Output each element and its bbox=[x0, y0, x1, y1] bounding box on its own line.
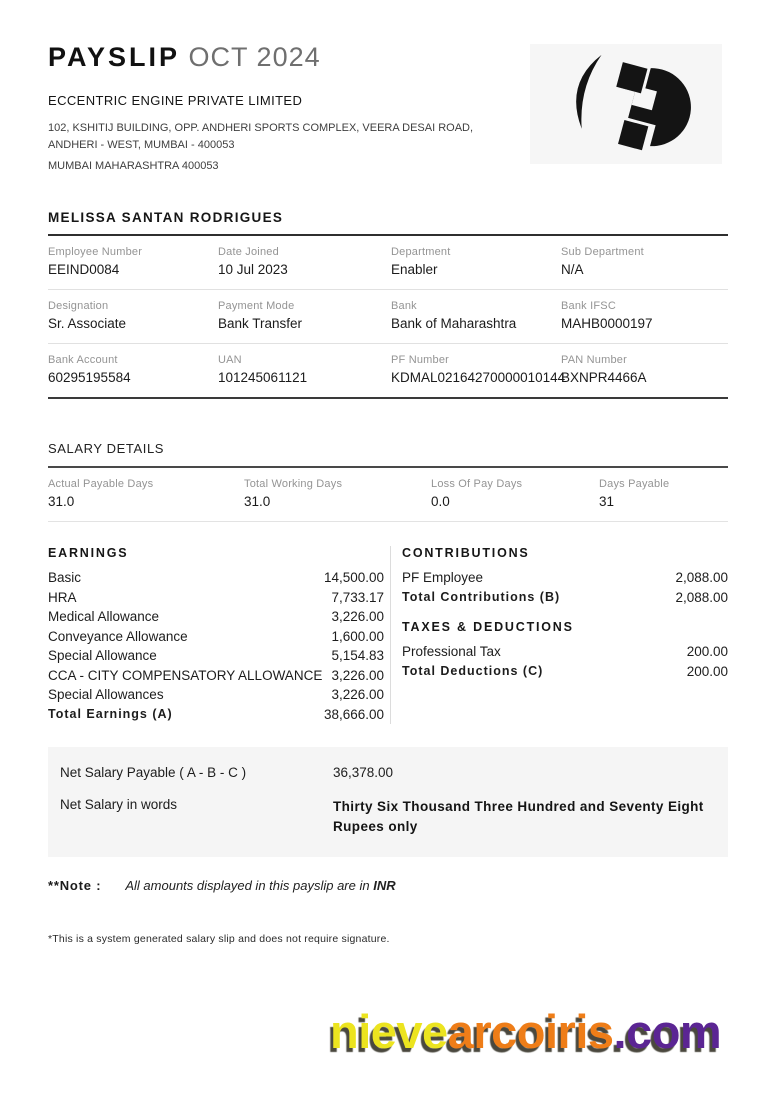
info-cell-bank-account bbox=[48, 354, 218, 385]
earning-label: Medical Allowance bbox=[48, 609, 160, 624]
net-salary-payable-amount: 36,378.00 bbox=[333, 765, 394, 780]
earning-label: HRA bbox=[48, 589, 77, 605]
note-currency: INR bbox=[373, 877, 396, 893]
total-earnings-row bbox=[48, 705, 384, 725]
contribution-label: PF Employee bbox=[402, 570, 484, 585]
field-label: Payment Mode bbox=[218, 300, 295, 312]
deduction-label: Professional Tax bbox=[402, 644, 501, 659]
earning-amount: 1,600.00 bbox=[331, 628, 384, 644]
employee-info-row bbox=[48, 289, 728, 343]
field-label: Days Payable bbox=[599, 478, 670, 490]
net-salary-words-value: Thirty Six Thousand Three Hundred and Seventy Eight Rupees only bbox=[333, 799, 704, 835]
info-cell-department bbox=[391, 246, 561, 277]
note-text bbox=[125, 878, 395, 893]
watermark-part-1: nieve bbox=[330, 1005, 448, 1058]
earnings-title: EARNINGS bbox=[48, 546, 129, 560]
system-generated-footnote: *This is a system generated salary slip and does not require signature. bbox=[48, 932, 390, 945]
earning-amount: 3,226.00 bbox=[331, 609, 384, 624]
field-label: PAN Number bbox=[561, 354, 627, 366]
payslip-period: OCT 2024 bbox=[180, 42, 321, 72]
employee-info-row bbox=[48, 236, 728, 289]
earning-label: Special Allowances bbox=[48, 687, 164, 702]
spacer bbox=[402, 607, 728, 620]
field-label: UAN bbox=[218, 354, 242, 366]
sd-cell-actual-payable-days bbox=[48, 478, 244, 509]
info-cell-sub-department bbox=[561, 246, 728, 277]
contributions-column bbox=[390, 546, 728, 724]
payslip-title-word: PAYSLIP bbox=[48, 42, 181, 72]
total-contributions-amount: 2,088.00 bbox=[675, 589, 728, 605]
net-salary-payable-label: Net Salary Payable ( A - B - C ) bbox=[60, 765, 247, 780]
earning-row bbox=[48, 568, 384, 588]
info-cell-employee-number bbox=[48, 246, 218, 277]
total-deductions-amount: 200.00 bbox=[686, 663, 728, 679]
sd-cell-days-payable bbox=[599, 478, 728, 509]
field-label: Loss Of Pay Days bbox=[431, 478, 523, 490]
company-name: ECCENTRIC ENGINE PRIVATE LIMITED bbox=[48, 93, 303, 108]
field-value: Bank Transfer bbox=[218, 316, 303, 331]
field-label: Sub Department bbox=[561, 246, 644, 258]
field-label: Date Joined bbox=[218, 246, 279, 258]
earning-row bbox=[48, 646, 384, 666]
deduction-row bbox=[402, 642, 728, 662]
field-label: Actual Payable Days bbox=[48, 478, 154, 490]
earning-label: Basic bbox=[48, 570, 82, 585]
total-deductions-row bbox=[402, 662, 728, 682]
company-logo-box bbox=[530, 44, 722, 164]
field-value: 31.0 bbox=[244, 494, 271, 509]
salary-details-title: SALARY DETAILS bbox=[48, 441, 728, 468]
field-value: 10 Jul 2023 bbox=[218, 262, 288, 277]
taxes-deductions-title: TAXES & DEDUCTIONS bbox=[402, 620, 574, 634]
field-value: 0.0 bbox=[431, 494, 450, 509]
watermark-part-3: .com bbox=[613, 1005, 722, 1058]
net-salary-box bbox=[48, 747, 728, 857]
field-value: EEIND0084 bbox=[48, 262, 120, 277]
field-label: PF Number bbox=[391, 354, 450, 366]
salary-details-row bbox=[48, 468, 728, 522]
field-value: 31.0 bbox=[48, 494, 75, 509]
total-contributions-row bbox=[402, 588, 728, 608]
sd-cell-total-working-days bbox=[244, 478, 431, 509]
info-cell-bank-ifsc bbox=[561, 300, 728, 331]
contribution-row bbox=[402, 568, 728, 588]
earning-amount: 3,226.00 bbox=[331, 667, 384, 683]
field-value: N/A bbox=[561, 262, 584, 277]
earning-amount: 5,154.83 bbox=[331, 648, 384, 663]
field-value: Sr. Associate bbox=[48, 316, 127, 331]
field-label: Designation bbox=[48, 300, 109, 312]
note-text-body: All amounts displayed in this payslip are in bbox=[125, 877, 374, 893]
contribution-amount: 2,088.00 bbox=[675, 570, 728, 585]
employee-info-table bbox=[48, 236, 728, 399]
earnings-deductions-section bbox=[48, 546, 728, 724]
earning-label: Special Allowance bbox=[48, 648, 157, 663]
field-value: BXNPR4466A bbox=[561, 370, 647, 385]
net-salary-words-row bbox=[60, 797, 716, 838]
company-address: 102, KSHITIJ BUILDING, OPP. ANDHERI SPORTS COMPLEX, VEERA DESAI ROAD, ANDHERI - WEST, MUMBAI - 400053 bbox=[48, 122, 474, 151]
watermark-part-2: arcoiris bbox=[447, 1005, 614, 1058]
info-cell-date-joined bbox=[218, 246, 391, 277]
field-label: Bank IFSC bbox=[561, 300, 616, 312]
note-row bbox=[48, 878, 728, 893]
employee-name: MELISSA SANTAN RODRIGUES bbox=[48, 210, 728, 236]
field-value: 101245061121 bbox=[218, 370, 308, 385]
earning-row bbox=[48, 666, 384, 686]
deduction-amount: 200.00 bbox=[686, 644, 728, 659]
field-value: Enabler bbox=[391, 262, 438, 277]
field-label: Department bbox=[391, 246, 451, 258]
field-label: Bank bbox=[391, 300, 417, 312]
earning-amount: 3,226.00 bbox=[331, 687, 384, 702]
field-label: Total Working Days bbox=[244, 478, 343, 490]
field-value: Bank of Maharashtra bbox=[391, 316, 517, 331]
field-label: Employee Number bbox=[48, 246, 143, 258]
info-cell-pan-number bbox=[561, 354, 728, 385]
earning-label: Conveyance Allowance bbox=[48, 628, 188, 644]
net-salary-words-label: Net Salary in words bbox=[60, 797, 178, 812]
contributions-title: CONTRIBUTIONS bbox=[402, 546, 530, 560]
earning-row bbox=[48, 627, 384, 647]
info-cell-bank bbox=[391, 300, 561, 331]
field-value: 60295195584 bbox=[48, 370, 131, 385]
site-watermark bbox=[330, 1004, 721, 1059]
eccentric-engine-logo bbox=[551, 52, 701, 156]
earning-amount: 14,500.00 bbox=[323, 570, 384, 585]
note-label: **Note : bbox=[48, 877, 102, 893]
employee-info-row bbox=[48, 343, 728, 397]
info-cell-pf-number bbox=[391, 354, 566, 385]
info-cell-uan bbox=[218, 354, 391, 385]
earning-label: CCA - CITY COMPENSATORY ALLOWANCE bbox=[48, 667, 323, 683]
earning-row bbox=[48, 685, 384, 705]
total-contributions-label: Total Contributions (B) bbox=[402, 589, 561, 604]
info-cell-payment-mode bbox=[218, 300, 391, 331]
earning-amount: 7,733.17 bbox=[331, 589, 384, 605]
field-label: Bank Account bbox=[48, 354, 118, 366]
sd-cell-loss-of-pay-days bbox=[431, 478, 599, 509]
total-deductions-label: Total Deductions (C) bbox=[402, 663, 544, 678]
company-city: MUMBAI MAHARASHTRA 400053 bbox=[48, 160, 219, 172]
info-cell-designation bbox=[48, 300, 218, 331]
field-value: MAHB0000197 bbox=[561, 316, 653, 331]
field-value: KDMAL02164270000010144 bbox=[391, 370, 566, 385]
earnings-column bbox=[48, 546, 390, 724]
earning-row bbox=[48, 588, 384, 608]
earning-row bbox=[48, 607, 384, 627]
total-earnings-amount: 38,666.00 bbox=[323, 706, 384, 722]
total-earnings-label: Total Earnings (A) bbox=[48, 706, 173, 721]
net-salary-payable-row bbox=[60, 765, 716, 780]
field-value: 31 bbox=[599, 494, 615, 509]
